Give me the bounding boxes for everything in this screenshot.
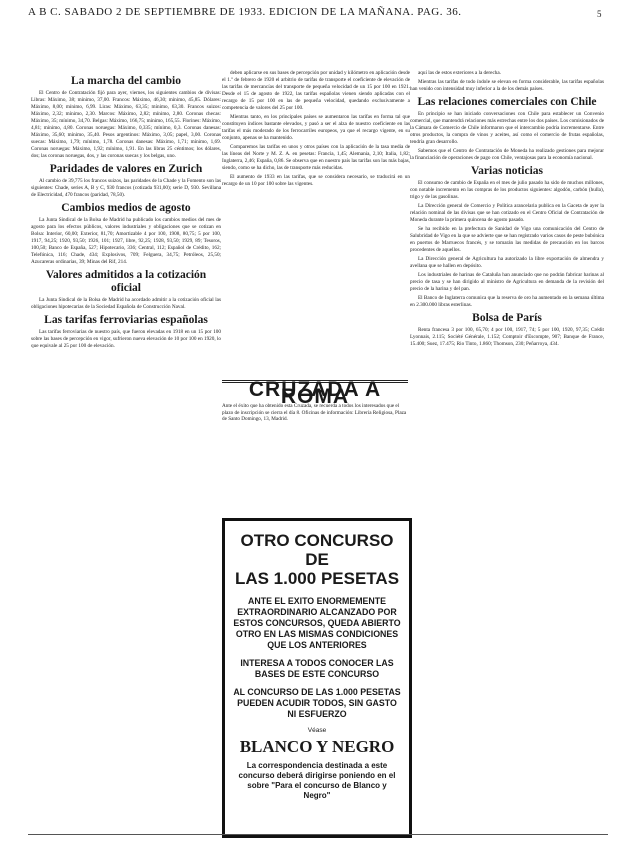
- section-heading: Las relaciones comerciales con Chile: [417, 96, 597, 108]
- section-heading: Las tarifas ferroviarias españolas: [44, 314, 208, 326]
- article-text: La Junta Sindical de la Bolsa de Madrid ha acordado admitir a la cotización oficial las obligaciones hipotecarias de la Sociedad Española de Construcción Naval.: [31, 297, 221, 310]
- ad-see: Véase: [307, 727, 327, 734]
- article-text: Renta francesa 3 por 100, 65,70; 4 por 100, 1917, 74; 5 por 100, 1920, 97,35; Crédit Lyonnais, 2.115; Société Générale, 1.152; Comptoir d'Escompte, 907; Banque de France, 15.400; Suez, 17.475; Rio Tinto, 1.860; Thomson, 230; Peñarroya, 434.: [410, 327, 604, 347]
- article-text: deben aplicarse en sus bases de percepción por unidad y kilómetro en aplicación desde el 1.º de febrero de 1920 el arbitrio de tarifas de transporte el coeficiente de elevación de las tarifas de mercancías del transporte de pequeña velocidad de un 15 por 100 en 1921. Desde el 15 de agosto de 1922, las tarifas españolas vienen siendo aplicadas con el recargo de 15 por 100 en las de pequeña velocidad, quedando exclusivamente a competencia de valores del 25 por 100.: [222, 70, 410, 111]
- cruzada-notice: [222, 380, 408, 441]
- column-right: [410, 70, 604, 350]
- article-text: El Centro de Contratación fijó para ayer, viernes, los siguientes cambios de divisas: Libras: Máximo, 38; mínimo, 37,00. Francos: Máximo, 46,30; mínimo, 45,85. Dólares: Máximo, 8,00; mínimo, 6,99. Liras: Máximo, 63,35; mínimo, 63,30. Francos suizos: Máximo, 2,32; mínimo, 2,30. Marcos: Máximo, 2,82; mínimo, 2,80. Coronas checas: Máximo, 35; mínimo, 34,70. Belgas: Máximo, 166,75; mínimo, 165,55. Florines: Máximo, 4,81; mínimo, 4,80. Coronas noruegas: Máximo, 0,335; mínimo, 0,3. Coronas danesas: Máximo, 35,60; mínimo, 35,40. Pesos argentinos: Máximo, 3,05; papel, 3,00. Coronas suecas: Máximo, 1,79; mínimo, 1,78. Coronas danesas: Máximo, 1,71; mínimo, 1,69. Coronas noruegas: Máximo, 1,92; mínimo, 1,91. En las libras 25 céntimos; los dólares, dos; las coronas noruegas, dos, y las coronas suecas y los belgas, uno.: [31, 90, 221, 159]
- ad-body: AL CONCURSO DE LAS 1.000 PESETAS PUEDEN ACUDIR TODOS, SIN GASTO NI ESFUERZO: [233, 687, 401, 719]
- article-text: Las tarifas ferroviarias de nuestro país, que fueron elevadas en 1918 en un 15 por 100 sobre las bases de percepción en vigor, sufrieron nueva elevación de 10 por 100 en 1920, lo que equivale al 25 por 100 de elevación.: [31, 329, 221, 349]
- article-text: La Junta Sindical de la Bolsa de Madrid ha publicado los cambios medios del mes de agosto para los efectos públicos, valores industriales y obligaciones que se cotizan en Bolsa: Interior, 60,00; Exterior, 81,70; Amortizable 4 por 100, 1908, 80,75; 5 por 100, 1917, 94,25; 1920, 93,50; 1926, 101; 1927, libre, 92,25; 1928, 93,50; 1929, 89; Tesoros, 100,50; Banco de España, 527; Hipotecario, 336; Central, 112; Español de Crédito, 162; Telefónica, 116; Chade, 434; Explosivos, 709; Felguera, 34,75; Petróleos, 25,50; Azucareras ordinarias, 39; Minas del Rif, 214.: [31, 217, 221, 265]
- section-heading: Bolsa de París: [472, 312, 542, 324]
- article-text: El aumento de 1933 en las tarifas, que se considera necesario, se traducirá en un recargo de un 10 por 100 sobre las vigentes.: [222, 174, 410, 187]
- page-mark: 5: [597, 9, 602, 19]
- article-text: aquí las de estos exteriores a la derecha.: [418, 70, 501, 76]
- notice-title: CRUZADA A ROMA: [248, 378, 382, 408]
- ad-publication-name: BLANCO Y NEGRO: [239, 737, 395, 756]
- article-text: La Dirección general de Agricultura ha autorizado la libre exportación de almendra y avellana que se hallen en depósito.: [410, 256, 604, 269]
- section-heading: Cambios medios de agosto: [61, 202, 191, 214]
- section-heading: Valores admitidos a la cotización oficial: [45, 269, 207, 294]
- section-heading: Paridades de valores en Zurich: [49, 163, 203, 175]
- ad-body: INTERESA A TODOS CONOCER LAS BASES DE ESTE CONCURSO: [240, 658, 394, 679]
- ad-title-line1: OTRO CONCURSO DE: [240, 531, 394, 569]
- ad-body: ANTE EL EXITO ENORMEMENTE EXTRAORDINARIO ALCANZADO POR ESTOS CONCURSOS, QUEDA ABIERTO OTRO EN LAS MISMAS CONDICIONES QUE LOS ANTERIORES: [233, 596, 401, 650]
- article-text: Mientras las tarifas de todo índole se elevan en forma considerable, las tarifas españolas han venido con intensidad muy inferior a la de los demás países.: [410, 79, 604, 92]
- ad-footer: La correspondencia destinada a este concurso deberá dirigirse poniendo en el sobre "Para el concurso de Blanco y Negro": [238, 761, 396, 800]
- contest-advertisement: [222, 518, 412, 838]
- column-left: [31, 72, 221, 352]
- article-text: La Dirección general de Comercio y Política arancelaria publica en la Gaceta de ayer la relación nominal de las divisas que se han cotizado en el Centro Oficial de Contratación de Moneda durante la primera quincena de agosto pasado.: [410, 203, 604, 223]
- page-bottom-rule: [28, 834, 608, 835]
- article-text: Comparemos las tarifas en unos y otros países con la aplicación de la tasa media de las líneas del Norte y M. Z. A. en pesetas: Francia, 1,45; Alemania, 2,10; Italia, 1,82; Inglaterra, 2,46; España, 0,86. Se observa que en nuestro país las tarifas son las más bajas, siendo, como se ha dicho, las de transporte más reducidas.: [222, 144, 410, 171]
- ad-title-line2: LAS 1.000 PESETAS: [234, 569, 400, 588]
- article-text: En principio se han iniciado conversaciones con Chile para establecer un Convenio comercial, que mantendrá relaciones más estrechas entre los dos países. Los comisionados de la Cámara de Comercio de Chile informaron que el intercambio podría incrementarse. Entre otros productos, la compra de vinos y aceites, así como el comercio de frutas españolas, tendría gran desarrollo.: [410, 111, 604, 145]
- notice-text: Ante el éxito que ha obtenido esta Cruzada, se recuerda a todos los interesados que el plazo de inscripción se cierra el día 8. Oficinas de información: Librería Religiosa, Plaza de Santo Domingo, 13, Madrid.: [222, 403, 407, 422]
- article-text: El consumo de cambio de España en el mes de julio pasado ha sido de muchos millones, con notable incremento en las compras de los productos siguientes: algodón, carbón (hulla), trigo y de las gasolinas.: [410, 180, 604, 200]
- section-heading: La marcha del cambio: [71, 75, 181, 87]
- column-middle: [222, 70, 410, 190]
- article-text: El Banco de Inglaterra comunica que la reserva de oro ha aumentado en la semana última en 2.300.000 libras esterlinas.: [410, 295, 604, 308]
- section-heading: Varias noticias: [470, 165, 544, 177]
- article-text: Los industriales de harinas de Cataluña han anunciado que no podrán fabricar harinas al precio de tasa y se han dirigido al ministro de Agricultura en demanda de la revisión del precio de la harina y del pan.: [410, 272, 604, 292]
- article-text: Sabemos que el Centro de Contratación de Moneda ha realizado gestiones para mejorar la financiación de operaciones de pago con Chile, ventajosas para la economía nacional.: [410, 148, 604, 161]
- masthead: A B C. SABADO 2 DE SEPTIEMBRE DE 1933. EDICION DE LA MAÑANA. PAG. 36.: [28, 6, 462, 18]
- article-text: Al cambio de 39,775 los francos suizos, las paridades de la Chade y la Fomento son las siguientes: Chade, series A, B y C, 930 francos (cotizada 931,00); serie D, 930. Sevillana de Electricidad, 470 francos (paridad, 78,50).: [31, 178, 221, 198]
- article-text: Se ha recibido en la prefectura de Sanidad de Vigo una comunicación del Centro de Salubridad de Vigo en la que se advierte que se han registrado varios casos de peste bubónica en puertos de Marruecos francés, y se tomarán las medidas de precaución en los barcos procedentes de aquellos.: [410, 226, 604, 253]
- article-text: Mientras tanto, en los principales países se aumentaron las tarifas en forma tal que constituyen índices bastante elevados, y pasó a ser el alza de nuestro coeficiente en las tarifas el más moderado de los ferrocarriles europeos, ya que el recargo vigente, en su conjunto, apenas se ha mantenido.: [222, 114, 410, 141]
